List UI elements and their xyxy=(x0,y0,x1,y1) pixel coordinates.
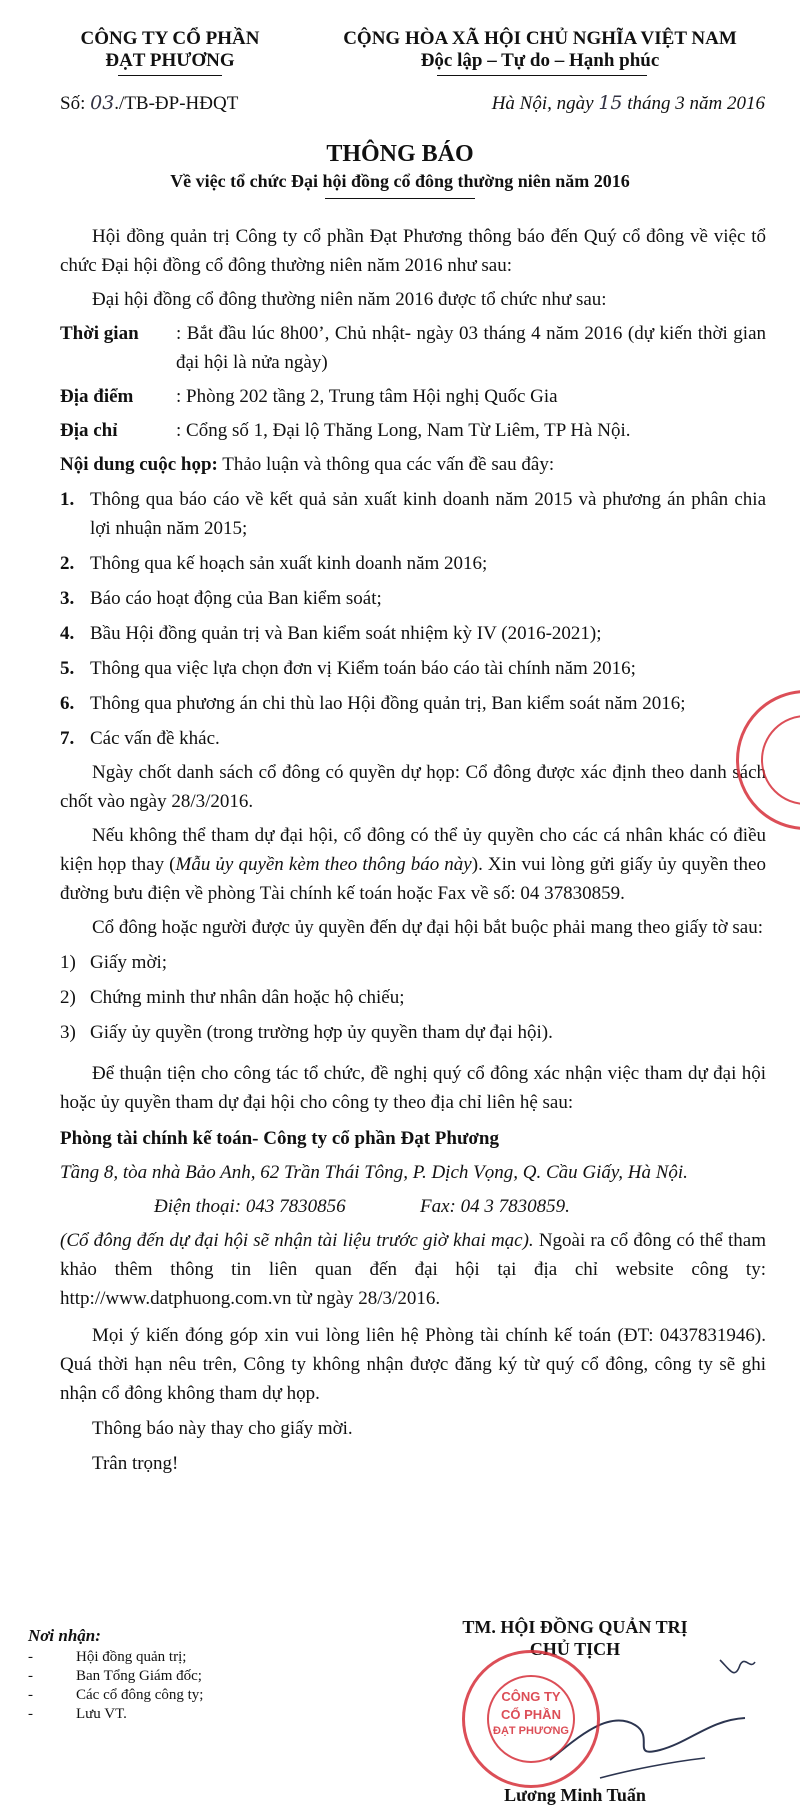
item-number: 4. xyxy=(60,623,75,644)
recipient-item xyxy=(28,1705,328,1724)
recipients-title: Nơi nhận: xyxy=(28,1626,101,1645)
venue-value: : Phòng 202 tầng 2, Trung tâm Hội nghị Quốc Gia xyxy=(176,386,558,407)
regards: Trân trọng! xyxy=(92,1453,179,1474)
item-number: 6. xyxy=(60,693,75,714)
seal-line-2: CỔ PHẦN xyxy=(501,1707,561,1722)
agenda-item xyxy=(60,724,766,753)
venue-label: Địa điểm xyxy=(60,386,134,407)
confirm-paragraph: Để thuận tiện cho công tác tổ chức, đề nghị quý cổ đông xác nhận việc tham dự đại hội hoặc ủy quyền tham dự đại hội cho công ty theo địa chỉ liên hệ sau: xyxy=(60,1063,766,1113)
edge-seal-icon xyxy=(736,690,800,830)
intro-paragraph-2: Đại hội đồng cổ đông thường niên năm 2016 được tổ chức như sau: xyxy=(92,289,607,310)
document-number: Số: 03./TB-ĐP-HĐQT xyxy=(60,92,239,114)
signature-title: CHỦ TỊCH xyxy=(529,1639,621,1659)
agenda-item xyxy=(60,654,766,683)
contact-department: Phòng tài chính kế toán- Công ty cổ phần Đạt Phương xyxy=(60,1128,499,1149)
agenda-list xyxy=(60,485,766,753)
time-label: Thời gian xyxy=(60,323,139,344)
documents-intro: Cổ đông hoặc người được ủy quyền đến dự đại hội bắt buộc phải mang theo giấy tờ sau: xyxy=(92,917,764,938)
agenda-intro: Thảo luận và thông qua các vấn đề sau đây: xyxy=(217,454,555,475)
item-text: Thông qua việc lựa chọn đơn vị Kiểm toán báo cáo tài chính năm 2016; xyxy=(90,658,636,679)
item-number: 2) xyxy=(60,987,76,1008)
agenda-item xyxy=(60,689,766,718)
contact-phone: Điện thoại: 043 7830856 xyxy=(154,1196,346,1217)
item-text: Thông qua phương án chi thù lao Hội đồng quản trị, Ban kiểm soát năm 2016; xyxy=(90,693,686,714)
documents-note: (Cổ đông đến dự đại hội sẽ nhận tài liệu trước giờ khai mạc). Ngoài ra cổ đông có thể tham khảo thêm thông tin liên quan đến đại hội tại địa chỉ website công ty: http://www.datphuong.com.vn từ ngày 28/3/2016. xyxy=(60,1230,766,1309)
document-item xyxy=(60,983,766,1012)
item-text: Các vấn đề khác. xyxy=(90,728,220,749)
address-label: Địa chỉ xyxy=(60,420,118,441)
intro-paragraph: Hội đồng quản trị Công ty cổ phần Đạt Phương thông báo đến Quý cổ đông về việc tổ chức Đại hội đồng cổ đông thường niên năm 2016 như sau: xyxy=(60,226,766,276)
agenda-label: Nội dung cuộc họp: xyxy=(60,454,218,475)
seal-line-3: ĐẠT PHƯƠNG xyxy=(493,1725,569,1737)
nation-line-2: Độc lập – Tự do – Hạnh phúc xyxy=(420,50,660,71)
company-line-1: CÔNG TY CỔ PHẦN xyxy=(80,28,260,49)
recipient-text: Hội đồng quản trị; xyxy=(76,1649,187,1665)
record-date-paragraph: Ngày chốt danh sách cổ đông có quyền dự họp: Cổ đông được xác định theo danh sách chốt vào ngày 28/3/2016. xyxy=(60,762,766,812)
replace-invitation: Thông báo này thay cho giấy mời. xyxy=(92,1418,353,1439)
bullet-dash: - xyxy=(28,1706,33,1722)
item-number: 7. xyxy=(60,728,75,749)
signer-name: Lương Minh Tuấn xyxy=(504,1785,646,1805)
doc-title: THÔNG BÁO xyxy=(326,141,474,167)
agenda-item xyxy=(60,584,766,613)
agenda-heading xyxy=(60,450,766,479)
title-underline xyxy=(325,198,475,199)
nation-line-1: CỘNG HÒA XÃ HỘI CHỦ NGHĨA VIỆT NAM xyxy=(343,28,737,49)
recipient-item xyxy=(28,1648,328,1667)
time-row xyxy=(60,319,766,377)
seal-line-1: CÔNG TY xyxy=(501,1689,561,1704)
address-row xyxy=(60,416,766,445)
recipient-text: Ban Tổng Giám đốc; xyxy=(76,1668,202,1684)
item-text: Thông qua báo cáo về kết quả sản xuất kinh doanh năm 2015 và phương án phân chia lợi nhuận năm 2015; xyxy=(90,489,766,539)
signature-on-behalf: TM. HỘI ĐỒNG QUẢN TRỊ xyxy=(462,1617,688,1637)
contact-fax: Fax: 04 3 7830859. xyxy=(420,1196,570,1217)
item-text: Chứng minh thư nhân dân hoặc hộ chiếu; xyxy=(90,987,405,1008)
document-item xyxy=(60,1018,766,1047)
document-body xyxy=(60,222,766,1478)
recipient-item xyxy=(28,1686,328,1705)
item-number: 2. xyxy=(60,553,75,574)
contact-numbers xyxy=(60,1192,766,1221)
agenda-item xyxy=(60,485,766,543)
item-text: Báo cáo hoạt động của Ban kiểm soát; xyxy=(90,588,382,609)
motto-underline xyxy=(437,75,647,76)
company-name xyxy=(50,28,290,72)
venue-row xyxy=(60,382,766,411)
company-underline xyxy=(118,75,222,76)
item-number: 1. xyxy=(60,489,75,510)
company-seal-icon xyxy=(462,1650,600,1788)
item-text: Giấy ủy quyền (trong trường hợp ủy quyền tham dự đại hội). xyxy=(90,1022,553,1043)
item-text: Giấy mời; xyxy=(90,952,168,973)
contact-address: Tầng 8, tòa nhà Bảo Anh, 62 Trần Thái Tông, P. Dịch Vọng, Q. Cầu Giấy, Hà Nội. xyxy=(60,1162,688,1183)
item-text: Bầu Hội đồng quản trị và Ban kiểm soát nhiệm kỳ IV (2016-2021); xyxy=(90,623,602,644)
item-number: 5. xyxy=(60,658,75,679)
recipient-text: Lưu VT. xyxy=(76,1706,127,1722)
recipient-text: Các cổ đông công ty; xyxy=(76,1687,204,1703)
item-number: 3. xyxy=(60,588,75,609)
national-motto xyxy=(300,28,780,72)
item-text: Thông qua kế hoạch sản xuất kinh doanh năm 2016; xyxy=(90,553,488,574)
agenda-item xyxy=(60,619,766,648)
agenda-item xyxy=(60,549,766,578)
company-line-2: ĐẠT PHƯƠNG xyxy=(105,50,235,71)
recipient-item xyxy=(28,1667,328,1686)
item-number: 1) xyxy=(60,952,76,973)
doc-number-handwritten: 03 xyxy=(90,92,115,114)
document-item xyxy=(60,948,766,977)
proxy-form-note: Mẫu ủy quyền kèm theo thông báo này xyxy=(175,854,472,875)
item-number: 3) xyxy=(60,1022,76,1043)
feedback-paragraph: Mọi ý kiến đóng góp xin vui lòng liên hệ Phòng tài chính kế toán (ĐT: 0437831946). Quá thời hạn nêu trên, Công ty không nhận được đăng ký từ quý cổ đông, công ty sẽ ghi nhận cổ đông không tham dự họp. xyxy=(60,1325,766,1404)
document-date: Hà Nội, ngày 15 tháng 3 năm 2016 xyxy=(491,92,765,114)
edge-seal-clip xyxy=(726,690,800,830)
documents-list xyxy=(60,948,766,1047)
date-day-handwritten: 15 xyxy=(598,92,623,114)
recipients-list xyxy=(28,1648,328,1724)
bullet-dash: - xyxy=(28,1668,33,1684)
time-value: : Bắt đầu lúc 8h00’, Chủ nhật- ngày 03 tháng 4 năm 2016 (dự kiến thời gian đại hội là nửa ngày) xyxy=(176,323,766,373)
bullet-dash: - xyxy=(28,1687,33,1703)
proxy-paragraph: Nếu không thể tham dự đại hội, cổ đông có thể ủy quyền cho các cá nhân khác có điều kiện họp thay (Mẫu ủy quyền kèm theo thông báo này). Xin vui lòng gửi giấy ủy quyền theo đường bưu điện về phòng Tài chính kế toán hoặc Fax về số: 04 37830859. xyxy=(60,825,766,904)
doc-subtitle: Về việc tổ chức Đại hội đồng cổ đông thường niên năm 2016 xyxy=(170,171,630,191)
bullet-dash: - xyxy=(28,1649,33,1665)
address-value: : Cổng số 1, Đại lộ Thăng Long, Nam Từ Liêm, TP Hà Nội. xyxy=(176,420,631,441)
recipients-block xyxy=(28,1625,328,1724)
